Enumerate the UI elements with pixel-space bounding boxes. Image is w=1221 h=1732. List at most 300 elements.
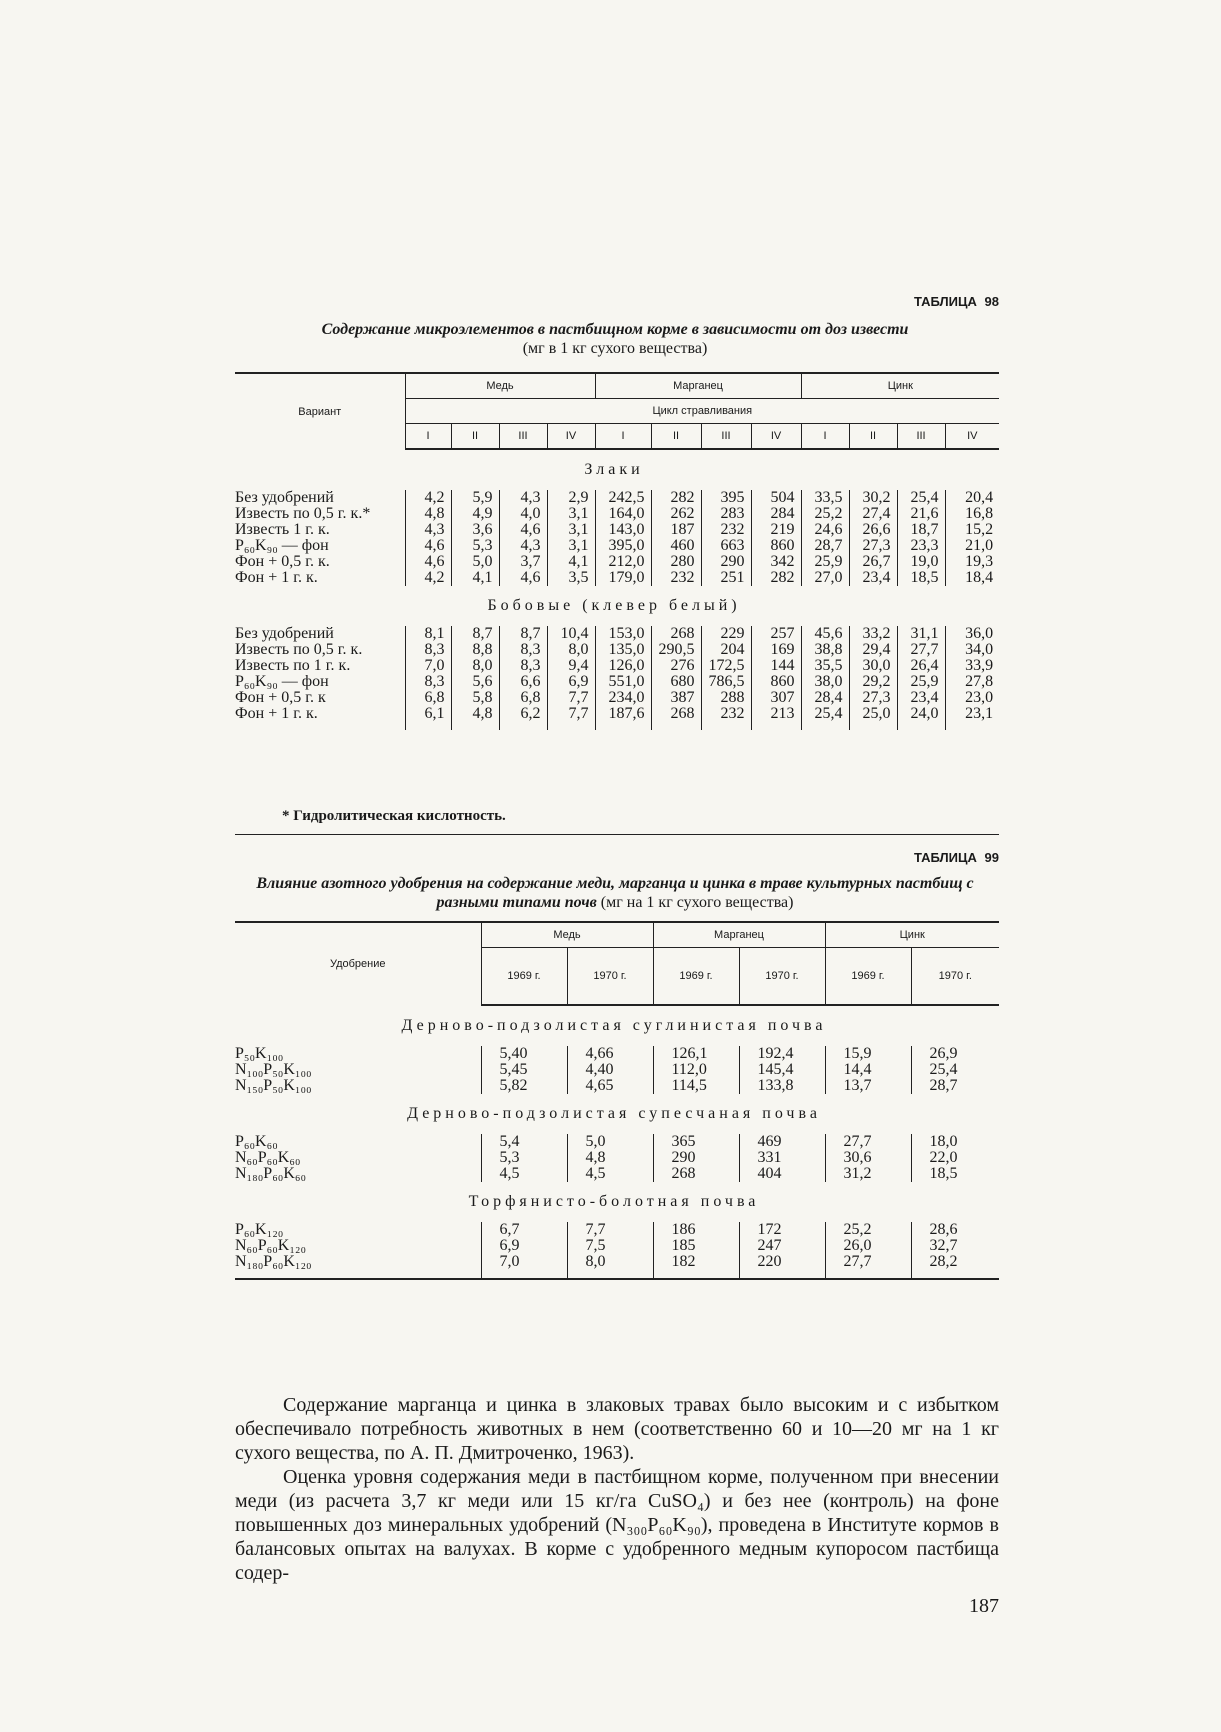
cell: 283 — [701, 506, 751, 522]
cell: 25,9 — [801, 554, 849, 570]
cell: 262 — [651, 506, 701, 522]
head-year-6: 1970 г. — [911, 948, 999, 1006]
head-cycle-6: II — [651, 424, 701, 450]
cell: 4,3 — [499, 538, 547, 554]
cell: 126,1 — [653, 1046, 739, 1062]
cell: 4,2 — [405, 570, 451, 586]
cell: 4,6 — [499, 522, 547, 538]
cell: 25,9 — [897, 674, 945, 690]
cell: 21,0 — [945, 538, 999, 554]
cell: 280 — [651, 554, 701, 570]
table-row — [235, 706, 999, 722]
head-fertilizer: Удобрение — [235, 922, 481, 1005]
head-year-5: 1969 г. — [825, 948, 911, 1006]
row-label: Фон + 0,5 г. к. — [235, 553, 330, 570]
spacer-cell — [825, 1270, 911, 1279]
cell: 251 — [701, 570, 751, 586]
cell: 18,7 — [897, 522, 945, 538]
cell: 4,2 — [405, 490, 451, 506]
spacer-cell — [751, 722, 801, 730]
row-label: N₁₅₀P₅₀K₁₀₀ — [235, 1077, 312, 1094]
cell: 8,7 — [499, 626, 547, 642]
row-label: Известь по 0,5 г. к. — [235, 641, 363, 658]
cell: 187,6 — [595, 706, 651, 722]
cell: 172 — [739, 1222, 825, 1238]
spacer-row — [235, 1270, 999, 1279]
cell: 8,7 — [451, 626, 499, 642]
cell: 3,7 — [499, 554, 547, 570]
cell: 8,8 — [451, 642, 499, 658]
cell: 5,3 — [481, 1150, 567, 1166]
cell: 9,4 — [547, 658, 595, 674]
cell: 3,5 — [547, 570, 595, 586]
head-cycle-2: II — [451, 424, 499, 450]
cell: 45,6 — [801, 626, 849, 642]
cell: 220 — [739, 1254, 825, 1270]
table-row — [235, 1134, 999, 1150]
cell: 6,8 — [499, 690, 547, 706]
cell: 169 — [751, 642, 801, 658]
cell: 30,0 — [849, 658, 897, 674]
row-label: P₆₀K₆₀ — [235, 1133, 278, 1150]
cell: 27,7 — [825, 1134, 911, 1150]
cell: 786,5 — [701, 674, 751, 690]
head99-zinc: Цинк — [825, 922, 999, 948]
cell: 14,4 — [825, 1062, 911, 1078]
cell: 282 — [651, 490, 701, 506]
cell: 3,1 — [547, 506, 595, 522]
cell: 35,5 — [801, 658, 849, 674]
cell: 7,7 — [547, 690, 595, 706]
table-row — [235, 570, 999, 586]
cell: 342 — [751, 554, 801, 570]
cell: 213 — [751, 706, 801, 722]
table-row — [235, 690, 999, 706]
cell: 4,8 — [451, 706, 499, 722]
cell: 23,0 — [945, 690, 999, 706]
cell: 27,7 — [897, 642, 945, 658]
cell: 504 — [751, 490, 801, 506]
spacer-cell — [405, 722, 451, 730]
cell: 38,8 — [801, 642, 849, 658]
head-cycle-12: IV — [945, 424, 999, 450]
cell: 6,9 — [547, 674, 595, 690]
cell: 8,3 — [499, 658, 547, 674]
cell: 133,8 — [739, 1078, 825, 1094]
cell: 26,4 — [897, 658, 945, 674]
row-label: Известь по 1 г. к. — [235, 657, 351, 674]
cell: 24,6 — [801, 522, 849, 538]
cell: 30,2 — [849, 490, 897, 506]
cell: 7,0 — [481, 1254, 567, 1270]
row-label: Известь по 0,5 г. к.* — [235, 505, 371, 522]
cell: 219 — [751, 522, 801, 538]
cell: 551,0 — [595, 674, 651, 690]
cell: 257 — [751, 626, 801, 642]
cell: 5,8 — [451, 690, 499, 706]
head-variant: Вариант — [235, 373, 405, 449]
cell: 18,0 — [911, 1134, 999, 1150]
cell: 187 — [651, 522, 701, 538]
divider — [235, 834, 999, 835]
cell: 29,4 — [849, 642, 897, 658]
head-cycle-3: III — [499, 424, 547, 450]
table98 — [235, 372, 999, 730]
spacer-cell — [235, 722, 405, 730]
cell: 135,0 — [595, 642, 651, 658]
spacer-cell — [547, 722, 595, 730]
spacer-cell — [567, 1270, 653, 1279]
spacer-row — [235, 722, 999, 730]
table99-units: (мг на 1 кг сухого вещества) — [600, 894, 794, 911]
head-cycle-8: IV — [751, 424, 801, 450]
cell: 8,3 — [499, 642, 547, 658]
head-manganese: Марганец — [595, 373, 801, 399]
cell: 31,2 — [825, 1166, 911, 1182]
cell: 126,0 — [595, 658, 651, 674]
cell: 15,2 — [945, 522, 999, 538]
cell: 7,5 — [567, 1238, 653, 1254]
cell: 28,6 — [911, 1222, 999, 1238]
cell: 4,6 — [405, 554, 451, 570]
section-row — [235, 449, 999, 490]
cell: 4,6 — [405, 538, 451, 554]
table-row — [235, 490, 999, 506]
cell: 469 — [739, 1134, 825, 1150]
cell: 26,7 — [849, 554, 897, 570]
cell: 387 — [651, 690, 701, 706]
cell: 282 — [751, 570, 801, 586]
cell: 232 — [651, 570, 701, 586]
cell: 5,9 — [451, 490, 499, 506]
cell: 4,9 — [451, 506, 499, 522]
cell: 276 — [651, 658, 701, 674]
cell: 25,4 — [801, 706, 849, 722]
cell: 6,8 — [405, 690, 451, 706]
table99-label: ТАБЛИЦА 99 — [914, 850, 999, 865]
cell: 7,7 — [567, 1222, 653, 1238]
head-cycle-9: I — [801, 424, 849, 450]
cell: 26,0 — [825, 1238, 911, 1254]
row-label: N₁₈₀P₆₀K₁₂₀ — [235, 1253, 312, 1270]
table-row — [235, 1062, 999, 1078]
spacer-cell — [945, 722, 999, 730]
cell: 26,9 — [911, 1046, 999, 1062]
spacer-cell — [897, 722, 945, 730]
table-row — [235, 554, 999, 570]
cell: 5,4 — [481, 1134, 567, 1150]
cell: 27,0 — [801, 570, 849, 586]
cell: 460 — [651, 538, 701, 554]
cell: 28,7 — [911, 1078, 999, 1094]
cell: 268 — [651, 626, 701, 642]
cell: 4,65 — [567, 1078, 653, 1094]
table-row — [235, 538, 999, 554]
cell: 23,3 — [897, 538, 945, 554]
cell: 28,4 — [801, 690, 849, 706]
cell: 25,0 — [849, 706, 897, 722]
cell: 6,7 — [481, 1222, 567, 1238]
cell: 212,0 — [595, 554, 651, 570]
head-cycle-1: I — [405, 424, 451, 450]
table-row — [235, 1166, 999, 1182]
cell: 18,4 — [945, 570, 999, 586]
cell: 33,9 — [945, 658, 999, 674]
cell: 23,4 — [897, 690, 945, 706]
cell: 5,3 — [451, 538, 499, 554]
cell: 144 — [751, 658, 801, 674]
cell: 4,6 — [499, 570, 547, 586]
spacer-cell — [235, 1270, 481, 1279]
table-row — [235, 1238, 999, 1254]
cell: 13,7 — [825, 1078, 911, 1094]
table-row — [235, 674, 999, 690]
cell: 290,5 — [651, 642, 701, 658]
cell: 18,5 — [897, 570, 945, 586]
cell: 18,5 — [911, 1166, 999, 1182]
body-text — [235, 1393, 999, 1585]
head99-copper: Медь — [481, 922, 653, 948]
head-cycle-7: III — [701, 424, 751, 450]
cell: 232 — [701, 522, 751, 538]
table98-title-text: Содержание микроэлементов в пастбищном корме в зависимости от доз извести — [321, 321, 909, 338]
cell: 232 — [701, 706, 751, 722]
cell: 5,45 — [481, 1062, 567, 1078]
cell: 234,0 — [595, 690, 651, 706]
cell: 860 — [751, 674, 801, 690]
cell: 331 — [739, 1150, 825, 1166]
head-year-1: 1969 г. — [481, 948, 567, 1006]
cell: 6,6 — [499, 674, 547, 690]
spacer-cell — [595, 722, 651, 730]
spacer-cell — [651, 722, 701, 730]
cell: 27,4 — [849, 506, 897, 522]
soil-section-title: Торфянисто-болотная почва — [468, 1193, 760, 1210]
row-label: P₅₀K₁₀₀ — [235, 1045, 284, 1062]
row-label: N₁₀₀P₅₀K₁₀₀ — [235, 1061, 312, 1078]
cell: 7,0 — [405, 658, 451, 674]
row-label: N₆₀P₆₀K₁₂₀ — [235, 1237, 307, 1254]
row-label: N₁₈₀P₆₀K₆₀ — [235, 1165, 307, 1182]
section-row — [235, 1182, 999, 1222]
cell: 16,8 — [945, 506, 999, 522]
head-cycle-11: III — [897, 424, 945, 450]
cell: 307 — [751, 690, 801, 706]
cell: 30,6 — [825, 1150, 911, 1166]
head-cycle-10: II — [849, 424, 897, 450]
row-label: Фон + 1 г. к. — [235, 569, 318, 586]
section-row — [235, 1094, 999, 1134]
table98-title — [235, 320, 995, 358]
cell: 6,2 — [499, 706, 547, 722]
cell: 34,0 — [945, 642, 999, 658]
table99-title — [235, 874, 995, 912]
cell: 8,3 — [405, 674, 451, 690]
soil-section-title: Дерново-подзолистая супесчаная почва — [407, 1105, 821, 1122]
cell: 4,8 — [405, 506, 451, 522]
cell: 365 — [653, 1134, 739, 1150]
cell: 860 — [751, 538, 801, 554]
cell: 185 — [653, 1238, 739, 1254]
cell: 268 — [651, 706, 701, 722]
cell: 2,9 — [547, 490, 595, 506]
cell: 204 — [701, 642, 751, 658]
cell: 179,0 — [595, 570, 651, 586]
paragraph-2: Оценка уровня содержания меди в пастбищном корме, полученном при внесении меди (из расчета 3,7 кг меди или 15 кг/га CuSO₄) и без нее (контроль) на фоне повышенных доз минеральных удобрений (N₃₀₀P₆₀K₉₀), проведена в Институте кормов в балансовых опытах на валухах. В корме с удобренного медным купоросом пастбища содер- — [235, 1466, 999, 1584]
cell: 6,1 — [405, 706, 451, 722]
cell: 27,3 — [849, 538, 897, 554]
table-row — [235, 1222, 999, 1238]
section-cereals: Злаки — [584, 461, 644, 478]
spacer-cell — [849, 722, 897, 730]
cell: 192,4 — [739, 1046, 825, 1062]
soil-section-title: Дерново-подзолистая суглинистая почва — [401, 1017, 827, 1034]
cell: 5,6 — [451, 674, 499, 690]
cell: 24,0 — [897, 706, 945, 722]
cell: 27,8 — [945, 674, 999, 690]
head-year-4: 1970 г. — [739, 948, 825, 1006]
cell: 5,0 — [451, 554, 499, 570]
spacer-cell — [911, 1270, 999, 1279]
head-year-2: 1970 г. — [567, 948, 653, 1006]
cell: 5,0 — [567, 1134, 653, 1150]
cell: 182 — [653, 1254, 739, 1270]
cell: 290 — [653, 1150, 739, 1166]
cell: 27,3 — [849, 690, 897, 706]
cell: 23,1 — [945, 706, 999, 722]
cell: 680 — [651, 674, 701, 690]
table-row — [235, 506, 999, 522]
table-row — [235, 1046, 999, 1062]
cell: 4,8 — [567, 1150, 653, 1166]
cell: 33,5 — [801, 490, 849, 506]
cell: 290 — [701, 554, 751, 570]
table-row — [235, 522, 999, 538]
cell: 25,4 — [897, 490, 945, 506]
cell: 143,0 — [595, 522, 651, 538]
paragraph-1: Содержание марганца и цинка в злаковых травах было высоким и с избытком обеспечивало потребность животных в нем (соответственно 60 и 10—20 мг на 1 кг сухого вещества, по А. П. Дмитроченко, 1963). — [235, 1394, 999, 1464]
table-row — [235, 658, 999, 674]
row-label: N₆₀P₆₀K₆₀ — [235, 1149, 301, 1166]
cell: 8,1 — [405, 626, 451, 642]
cell: 229 — [701, 626, 751, 642]
cell: 242,5 — [595, 490, 651, 506]
cell: 28,2 — [911, 1254, 999, 1270]
spacer-cell — [739, 1270, 825, 1279]
cell: 8,0 — [567, 1254, 653, 1270]
row-label: Фон + 1 г. к. — [235, 705, 318, 722]
head-cycle-4: IV — [547, 424, 595, 450]
cell: 28,7 — [801, 538, 849, 554]
cell: 4,1 — [547, 554, 595, 570]
cell: 4,3 — [405, 522, 451, 538]
cell: 7,7 — [547, 706, 595, 722]
cell: 663 — [701, 538, 751, 554]
cell: 404 — [739, 1166, 825, 1182]
cell: 25,2 — [801, 506, 849, 522]
cell: 247 — [739, 1238, 825, 1254]
cell: 23,4 — [849, 570, 897, 586]
section-row — [235, 586, 999, 626]
spacer-cell — [451, 722, 499, 730]
cell: 20,4 — [945, 490, 999, 506]
cell: 26,6 — [849, 522, 897, 538]
cell: 10,4 — [547, 626, 595, 642]
cell: 22,0 — [911, 1150, 999, 1166]
row-label: P₆₀K₁₂₀ — [235, 1221, 284, 1238]
head99-manganese: Марганец — [653, 922, 825, 948]
cell: 21,6 — [897, 506, 945, 522]
cell: 29,2 — [849, 674, 897, 690]
head-copper: Медь — [405, 373, 595, 399]
cell: 164,0 — [595, 506, 651, 522]
cell: 3,6 — [451, 522, 499, 538]
row-label: P₆₀K₉₀ — фон — [235, 537, 329, 554]
cell: 25,2 — [825, 1222, 911, 1238]
row-label: P₆₀K₉₀ — фон — [235, 673, 329, 690]
cell: 395 — [701, 490, 751, 506]
page-number: 187 — [969, 1595, 999, 1617]
spacer-cell — [701, 722, 751, 730]
cell: 186 — [653, 1222, 739, 1238]
head-zinc: Цинк — [801, 373, 999, 399]
cell: 153,0 — [595, 626, 651, 642]
table98-label: ТАБЛИЦА 98 — [914, 294, 999, 309]
cell: 5,82 — [481, 1078, 567, 1094]
cell: 4,3 — [499, 490, 547, 506]
cell: 4,40 — [567, 1062, 653, 1078]
cell: 3,1 — [547, 538, 595, 554]
cell: 112,0 — [653, 1062, 739, 1078]
cell: 32,7 — [911, 1238, 999, 1254]
cell: 172,5 — [701, 658, 751, 674]
table98-units: (мг в 1 кг сухого вещества) — [522, 340, 708, 357]
section-row — [235, 1005, 999, 1046]
row-label: Без удобрений — [235, 489, 334, 506]
cell: 25,4 — [911, 1062, 999, 1078]
cell: 36,0 — [945, 626, 999, 642]
cell: 145,4 — [739, 1062, 825, 1078]
cell: 8,0 — [451, 658, 499, 674]
cell: 4,1 — [451, 570, 499, 586]
cell: 268 — [653, 1166, 739, 1182]
row-label: Известь 1 г. к. — [235, 521, 330, 538]
cell: 27,7 — [825, 1254, 911, 1270]
cell: 4,5 — [481, 1166, 567, 1182]
spacer-cell — [499, 722, 547, 730]
cell: 5,40 — [481, 1046, 567, 1062]
cell: 19,0 — [897, 554, 945, 570]
head-cycle: Цикл стравливания — [405, 399, 999, 424]
cell: 38,0 — [801, 674, 849, 690]
table-row — [235, 1254, 999, 1270]
cell: 284 — [751, 506, 801, 522]
cell: 6,9 — [481, 1238, 567, 1254]
cell: 3,1 — [547, 522, 595, 538]
cell: 4,66 — [567, 1046, 653, 1062]
cell: 8,0 — [547, 642, 595, 658]
table-row — [235, 1078, 999, 1094]
row-label: Без удобрений — [235, 625, 334, 642]
cell: 33,2 — [849, 626, 897, 642]
table-row — [235, 1150, 999, 1166]
table-row — [235, 642, 999, 658]
cell: 31,1 — [897, 626, 945, 642]
cell: 395,0 — [595, 538, 651, 554]
section-legumes: Бобовые (клевер белый) — [487, 597, 741, 614]
spacer-cell — [481, 1270, 567, 1279]
cell: 8,3 — [405, 642, 451, 658]
